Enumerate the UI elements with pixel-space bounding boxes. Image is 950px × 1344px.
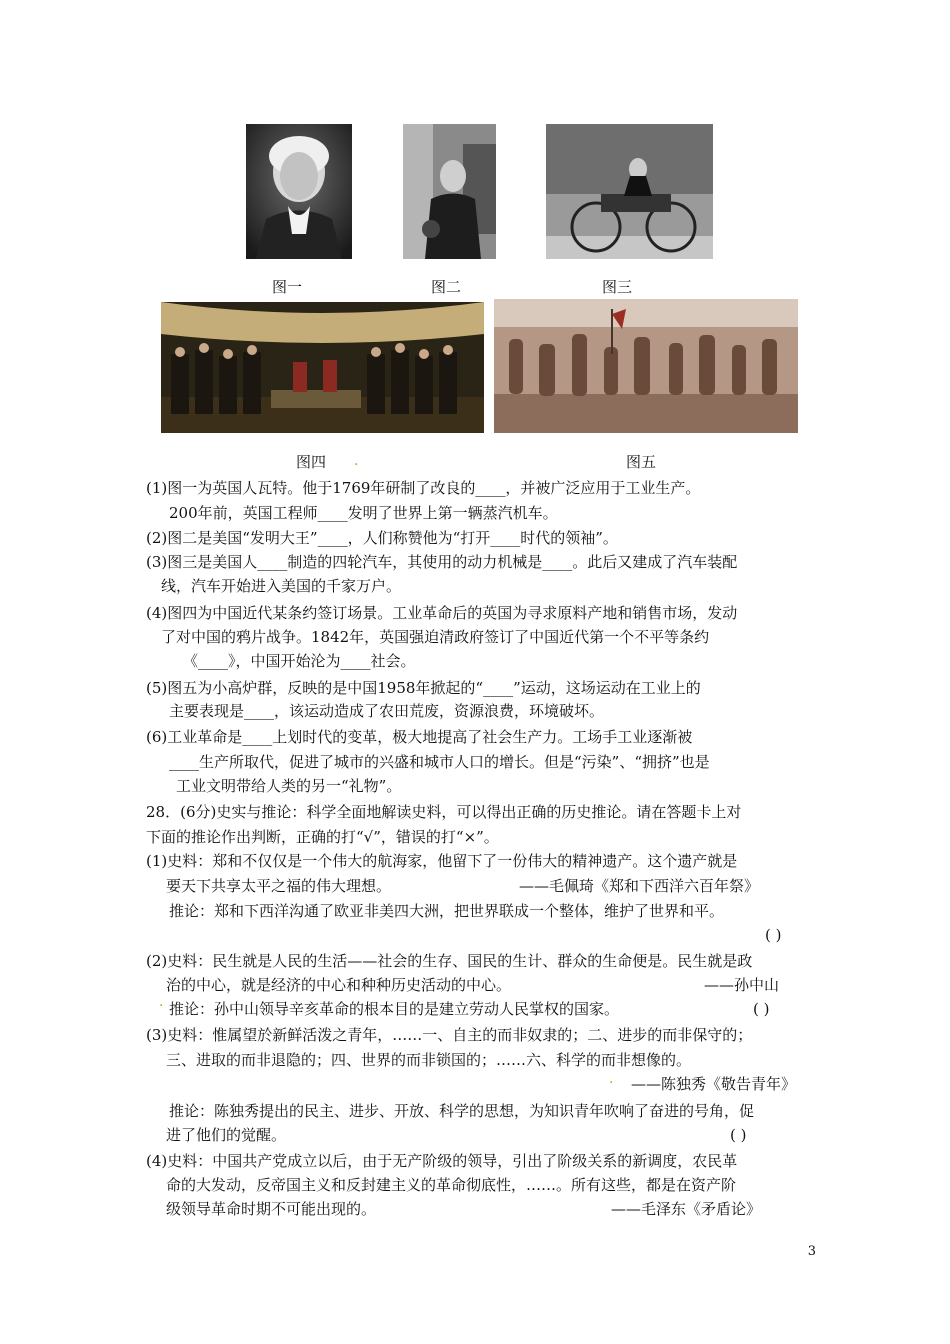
q28-line-1: 28．(6分)史实与推论：科学全面地解读史料，可以得出正确的历史推论。请在答题卡上对 (146, 803, 742, 821)
figure-2-caption: 图二 (430, 278, 461, 296)
q27-line-5: 线，汽车开始进入美国的千家万户。 (161, 577, 402, 595)
q28-item-1-citation: ——毛佩琦《郑和下西洋六百年祭》 (519, 877, 760, 895)
q28-item-3-inference-cont: 进了他们的觉醒。 (166, 1126, 287, 1144)
q28-item-1-source-cont: 要天下共享太平之福的伟大理想。 (166, 877, 392, 895)
q27-line-11: (6)工业革命是____上划时代的变革，极大地提高了社会生产力。工场手工业逐渐被 (146, 728, 693, 746)
q28-item-3-source-cont: 三、进取的而非退隐的；四、世界的而非锁国的；……六、科学的而非想像的。 (166, 1051, 692, 1069)
q27-line-6: (4)图四为中国近代某条约签订场景。工业革命后的英国为寻求原料产地和销售市场，发动 (146, 604, 738, 622)
q28-item-4-source-end: 级领导革命时期不可能出现的。 (166, 1200, 377, 1218)
page-number: 3 (807, 1244, 816, 1259)
q27-line-10: 主要表现是____，该运动造成了农田荒废，资源浪费，环境破坏。 (169, 702, 605, 720)
q28-item-4-source: (4)史料：中国共产党成立以后，由于无产阶级的领导，引出了阶级关系的新调度，农民革 (146, 1152, 738, 1170)
figure-4-treaty-painting-image (161, 302, 484, 433)
q27-line-4: (3)图三是美国人____制造的四轮汽车，其使用的动力机械是____。此后又建成了汽车装配 (146, 553, 738, 571)
q28-item-4-citation: ——毛泽东《矛盾论》 (611, 1200, 762, 1218)
q28-item-1-source: (1)史料：郑和不仅仅是一个伟大的航海家，他留下了一份伟大的精神遗产。这个遗产就是 (146, 852, 738, 870)
q28-item-1-answer-paren: ( ) (765, 926, 782, 944)
q28-item-2-source-cont: 治的中心，就是经济的中心和种种历史活动的中心。 (166, 976, 512, 994)
decorative-dot: . (609, 1071, 614, 1087)
q28-item-2-source: (2)史料：民生就是人民的生活——社会的生存、国民的生计、群众的生命便是。民生就是政 (146, 952, 753, 970)
q28-item-3-source: (3)史料：惟属望於新鲜活泼之青年，……一、自主的而非奴隶的；二、进步的而非保守的； (146, 1026, 753, 1044)
q28-item-1-inference: 推论：郑和下西洋沟通了欧亚非美四大洲，把世界联成一个整体，维护了世界和平。 (169, 902, 725, 920)
figure-4-caption: 图四 (295, 453, 326, 471)
q27-line-9: (5)图五为小高炉群，反映的是中国1958年掀起的“____”运动，这场运动在工业上的 (146, 679, 701, 697)
q27-line-13: 工业文明带给人类的另一“礼物”。 (176, 777, 402, 795)
q28-item-2-answer-paren: ( ) (753, 1000, 770, 1018)
q27-line-3: (2)图二是美国“发明大王”____，人们称赞他为“打开____时代的领袖”。 (146, 529, 618, 547)
figure-5-furnaces-image (494, 299, 798, 433)
figure-2-inventor-image (403, 124, 496, 259)
q27-line-1: (1)图一为英国人瓦特。他于1769年研制了改良的____，并被广泛应用于工业生产。 (146, 479, 701, 497)
q28-line-2: 下面的推论作出判断，正确的打“√”，错误的打“×”。 (146, 828, 499, 846)
q27-line-8: 《____》，中国开始沦为____社会。 (183, 652, 416, 670)
decorative-dot: . (354, 453, 359, 469)
q27-line-2: 200年前，英国工程师____发明了世界上第一辆蒸汽机车。 (169, 504, 558, 522)
q27-line-12: ____生产所取代，促进了城市的兴盛和城市人口的增长。但是“污染”、“拥挤”也是 (169, 753, 710, 771)
figure-3-caption: 图三 (601, 278, 632, 296)
figure-5-caption: 图五 (625, 453, 656, 471)
q28-item-3-answer-paren: ( ) (730, 1126, 747, 1144)
figure-3-car-image (546, 124, 713, 259)
figure-1-caption: 图一 (271, 278, 302, 296)
q28-item-4-source-cont: 命的大发动，反帝国主义和反封建主义的革命彻底性，……。所有这些，都是在资产阶 (166, 1176, 737, 1194)
q27-line-7: 了对中国的鸦片战争。1842年，英国强迫清政府签订了中国近代第一个不平等条约 (161, 628, 710, 646)
q28-item-3-inference: 推论：陈独秀提出的民主、进步、开放、科学的思想，为知识青年吹响了奋进的号角，促 (169, 1102, 755, 1120)
figure-1-portrait-image (246, 124, 352, 259)
q28-item-2-citation: ——孙中山 (704, 976, 780, 994)
q28-item-3-citation: ——陈独秀《敬告青年》 (631, 1075, 797, 1093)
decorative-dot: . (159, 994, 164, 1010)
q28-item-2-inference: 推论：孙中山领导辛亥革命的根本目的是建立劳动人民掌权的国家。 (169, 1000, 620, 1018)
